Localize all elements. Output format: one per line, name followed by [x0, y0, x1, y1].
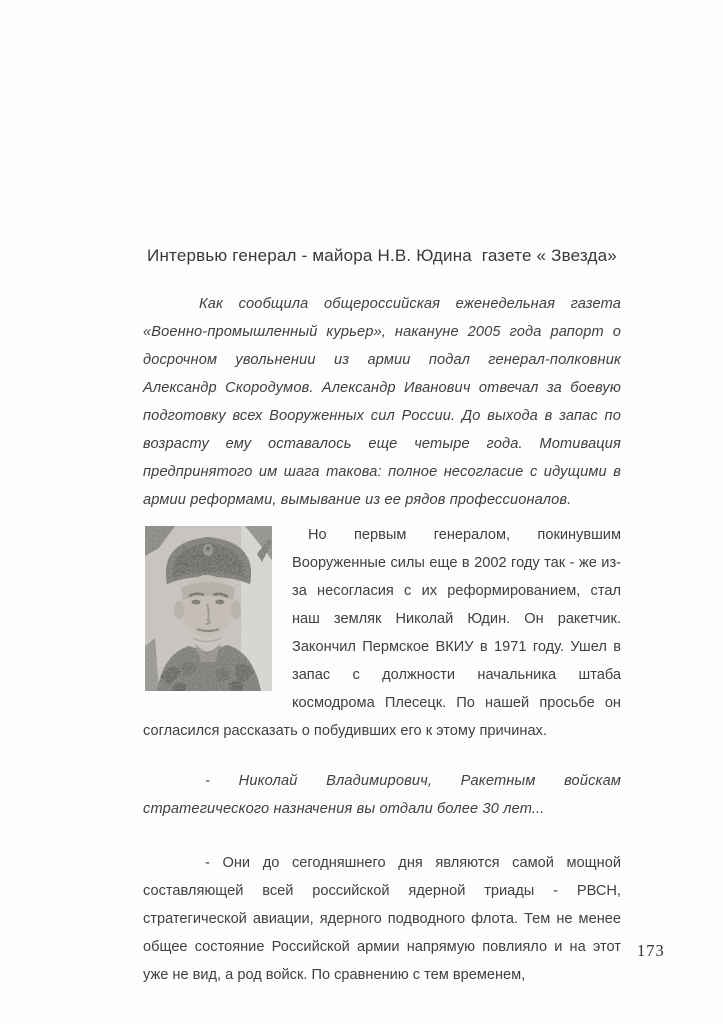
page-title: Интервью генерал - майора Н.В. Юдина газете « Звезда» — [147, 246, 617, 265]
photo-paragraph: Но первым генералом, покинувшим Вооруженные силы еще в 2002 году так - же из-за несогласия с их реформированием, стал наш земляк Николай Юдин. Он ракетчик. Закончил Пермское ВКИУ в 1971 году. Ушел в запас с должности начальника штаба космодрома Плесецк. По нашей просьбе он согласился рассказать о побудивших его к этому причинах. — [143, 527, 621, 739]
answer-paragraph: - Они до сегодняшнего дня являются самой мощной составляющей всей российской ядерной триады - РВСН, стратегической авиации, ядерного подводного флота. Тем не менее общее состояние Российской армии напрямую повлияло и на этот уже не вид, а род войск. По сравнению с тем временем, — [143, 855, 621, 983]
lead-paragraph: Как сообщила общероссийская еженедельная газета «Военно-промышленный курьер», накануне 2005 года рапорт о досрочном увольнении из армии подал генерал-полковник Александр Скородумов. Александр Иванович отвечал за боевую подготовку всех Вооруженных сил России. До выхода в запас по возрасту ему оставалось еще четыре года. Мотивация предпринятого им шага такова: полное несогласие с идущими в армии реформами, вымывание из ее рядов профессионалов. — [143, 296, 621, 508]
question-paragraph: - Николай Владимирович, Ракетным войскам стратегического назначения вы отдали более 30 лет... — [143, 773, 621, 817]
portrait-photo-graphic — [145, 526, 272, 691]
photo-section — [143, 521, 621, 745]
general-portrait-photo — [145, 526, 272, 691]
page-number: 173 — [637, 941, 665, 960]
document-content — [143, 246, 621, 989]
